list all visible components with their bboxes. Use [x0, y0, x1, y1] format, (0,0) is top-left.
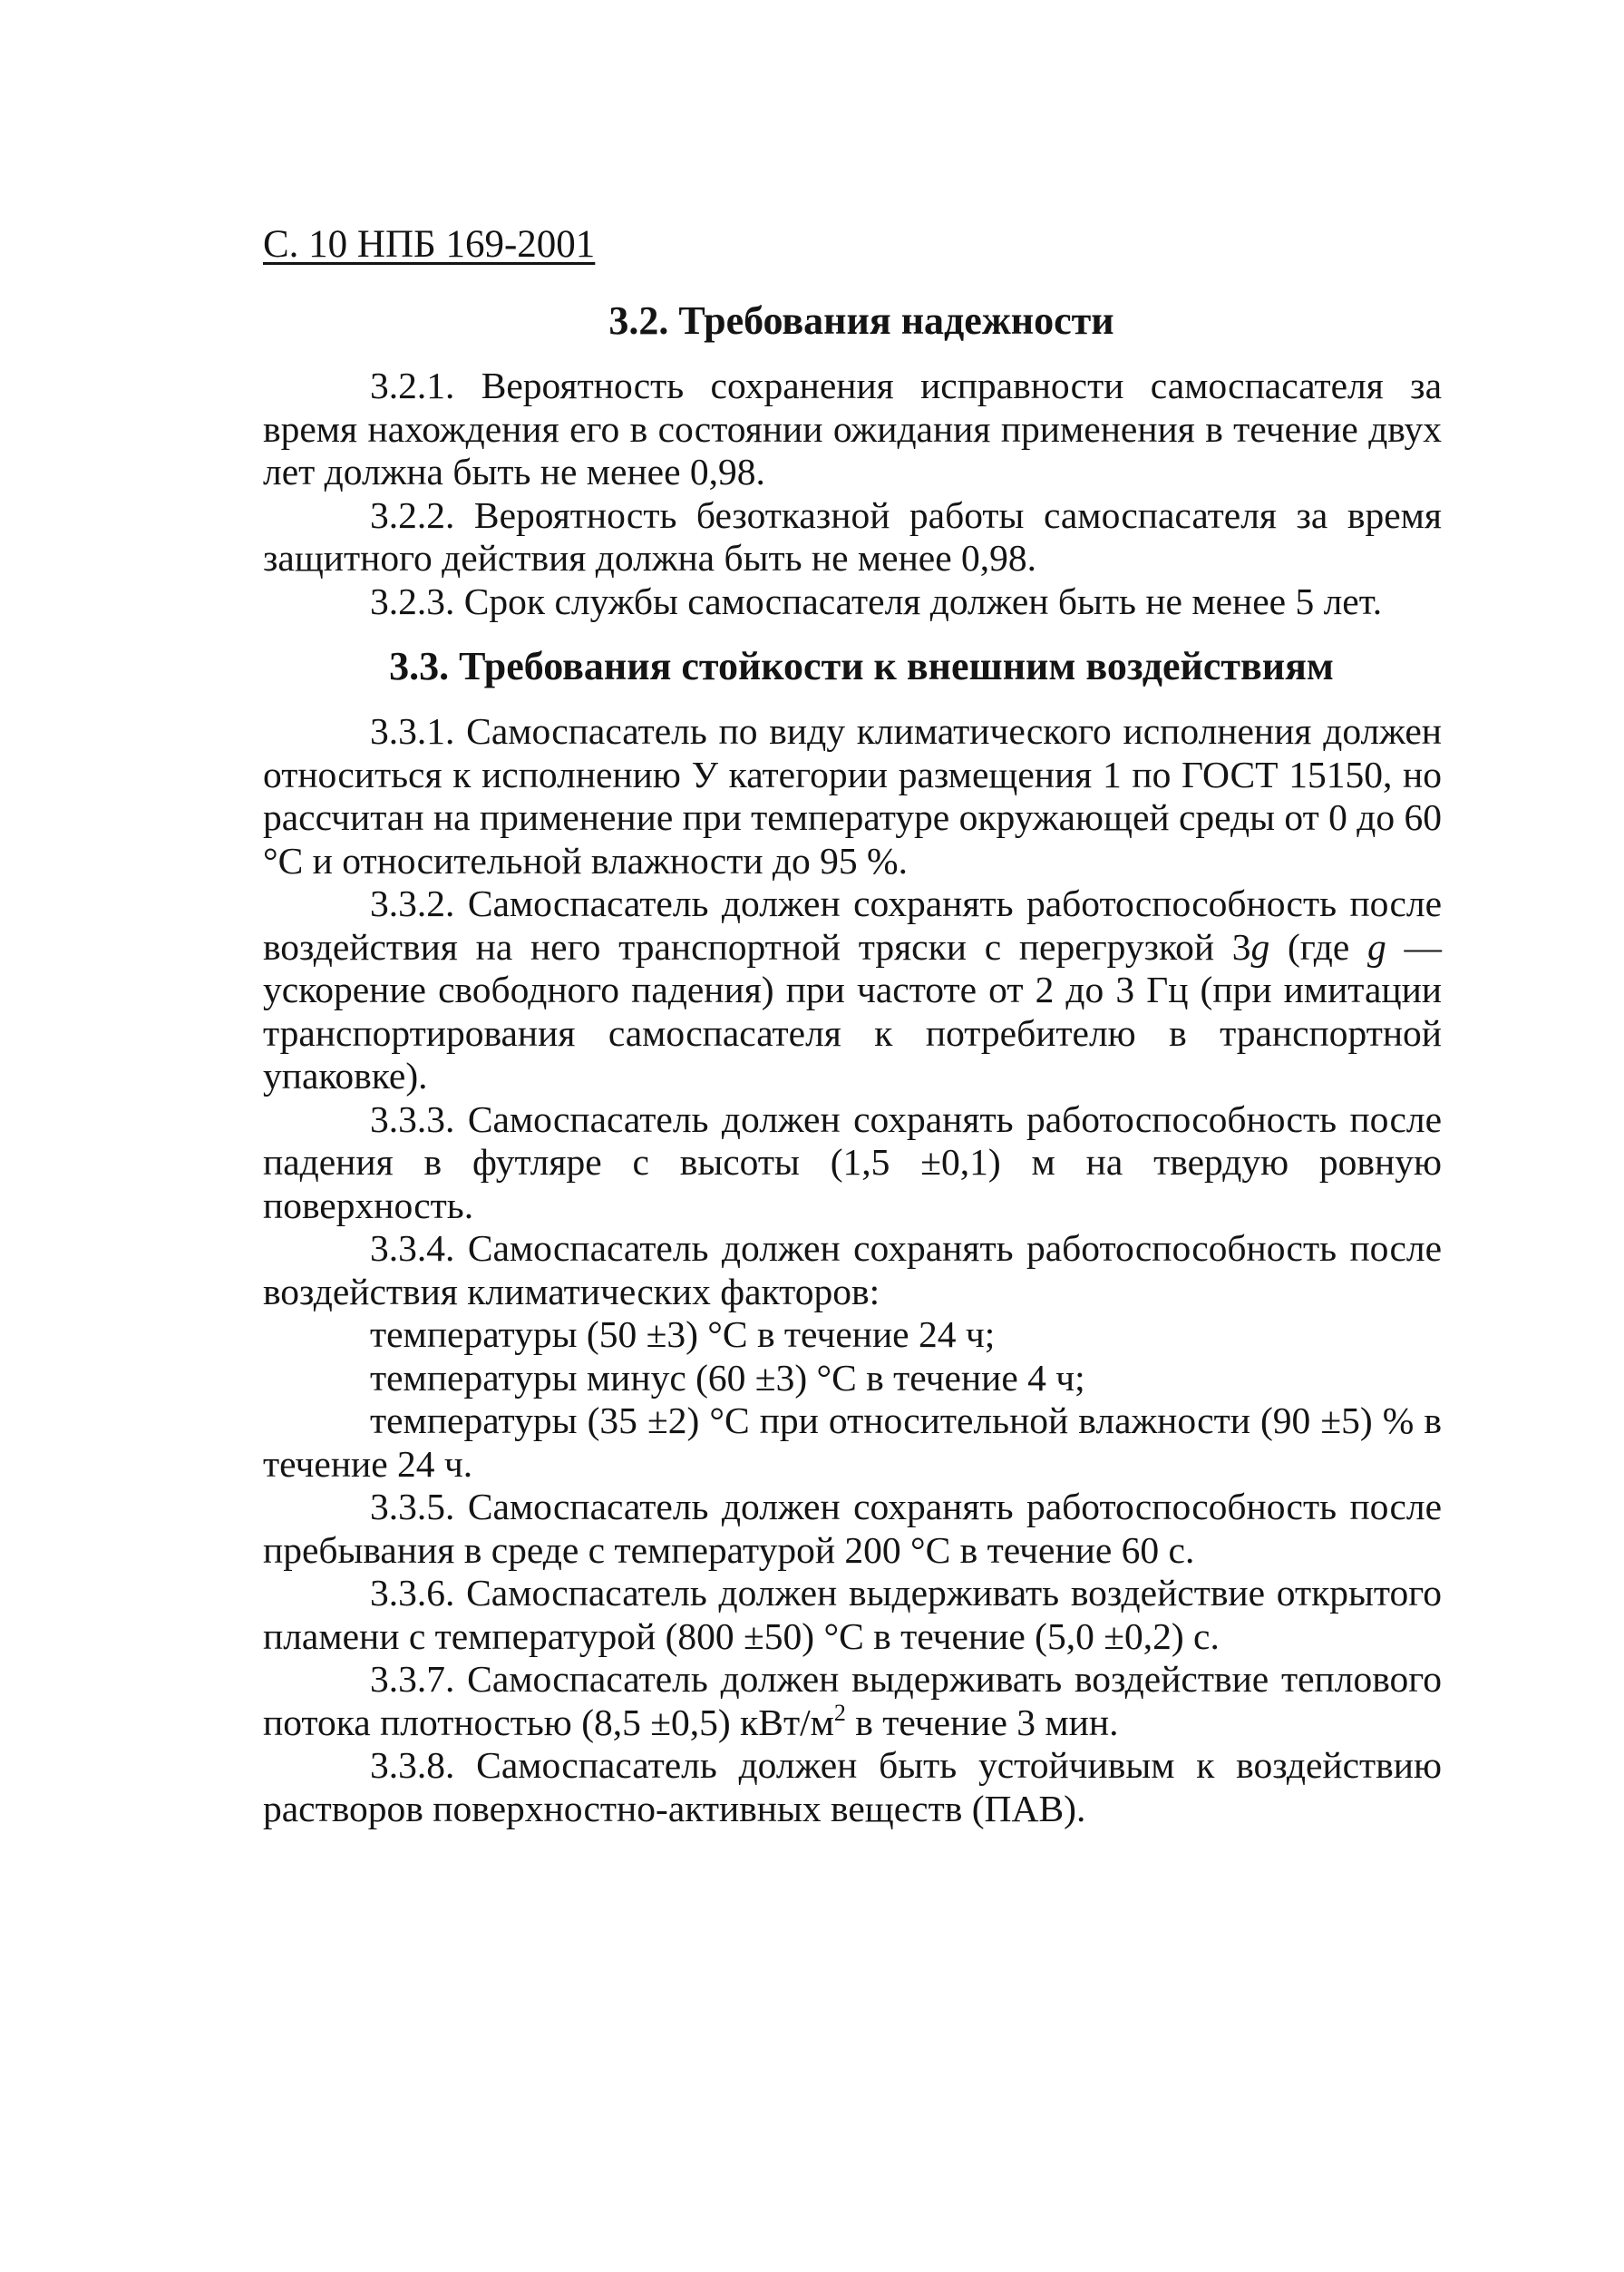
paragraph-3-2-2: 3.2.2. Вероятность безотказной работы самоспасателя за время защитного действия должна быть не менее 0,98.	[263, 493, 1442, 579]
paragraph-3-3-2-part-c: — ускорение свободного падения) при частоте от 2 до 3 Гц (при имитации транспортирования самоспасателя к потребителю в транспортной упаковке).	[263, 925, 1443, 1097]
section-title-3-3: 3.3. Требования стойкости к внешним воздействиям	[389, 644, 1334, 688]
paragraph-3-3-2-part-a: 3.3.2. Самоспасатель должен сохранять работоспособность после воздействия на него транспортной тряски с перегрузкой 3	[263, 882, 1442, 968]
list-item-temperature-2: температуры минус (60 ±3) °С в течение 4 ч;	[370, 1356, 1085, 1399]
paragraph-3-3-2-part-b: (где	[1269, 925, 1368, 968]
paragraph-3-3-7	[263, 1658, 1442, 1744]
list-item-temperature-1: температуры (50 ±3) °С в течение 24 ч;	[370, 1313, 996, 1355]
page-body	[263, 297, 1442, 1830]
paragraph-3-3-8: 3.3.8. Самоспасатель должен быть устойчивым к воздействию растворов поверхностно-активных веществ (ПАВ).	[263, 1744, 1442, 1829]
symbol-g: g	[1250, 925, 1270, 968]
paragraph-3-3-7-part-b: в течение 3 мин.	[845, 1701, 1119, 1743]
running-head: С. 10 НПБ 169-2001	[263, 223, 596, 266]
paragraph-3-3-4: 3.3.4. Самоспасатель должен сохранять работоспособность после воздействия климатических факторов:	[263, 1227, 1442, 1312]
superscript-2: 2	[833, 1699, 846, 1726]
paragraph-3-3-7-part-a: 3.3.7. Самоспасатель должен выдерживать воздействие теплового потока плотностью (8,5 ±0,5) кВт/м	[263, 1658, 1442, 1743]
paragraph-3-3-1: 3.3.1. Самоспасатель по виду климатического исполнения должен относиться к исполнению У категории размещения 1 по ГОСТ 15150, но рассчитан на применение при температуре окружающей среды от 0 до 60 °С и относительной влажности до 95 %.	[263, 710, 1442, 882]
paragraph-3-3-5: 3.3.5. Самоспасатель должен сохранять работоспособность после пребывания в среде с температурой 200 °С в течение 60 с.	[263, 1486, 1442, 1571]
paragraph-3-3-3: 3.3.3. Самоспасатель должен сохранять работоспособность после падения в футляре с высоты (1,5 ±0,1) м на твердую ровную поверхность.	[263, 1097, 1442, 1226]
symbol-g: g	[1367, 925, 1386, 968]
paragraph-3-2-1: 3.2.1. Вероятность сохранения исправности самоспасателя за время нахождения его в состоянии ожидания применения в течение двух лет должна быть не менее 0,98.	[263, 365, 1442, 492]
paragraph-3-2-3: 3.2.3. Срок службы самоспасателя должен быть не менее 5 лет.	[370, 580, 1383, 622]
paragraph-3-3-6: 3.3.6. Самоспасатель должен выдерживать воздействие открытого пламени с температурой (800 ±50) °С в течение (5,0 ±0,2) с.	[263, 1572, 1442, 1657]
section-title-3-2: 3.2. Требования надежности	[608, 298, 1114, 343]
paragraph-3-3-2	[263, 882, 1442, 1098]
list-item-temperature-3: температуры (35 ±2) °С при относительной влажности (90 ±5) % в течение 24 ч.	[263, 1399, 1442, 1485]
